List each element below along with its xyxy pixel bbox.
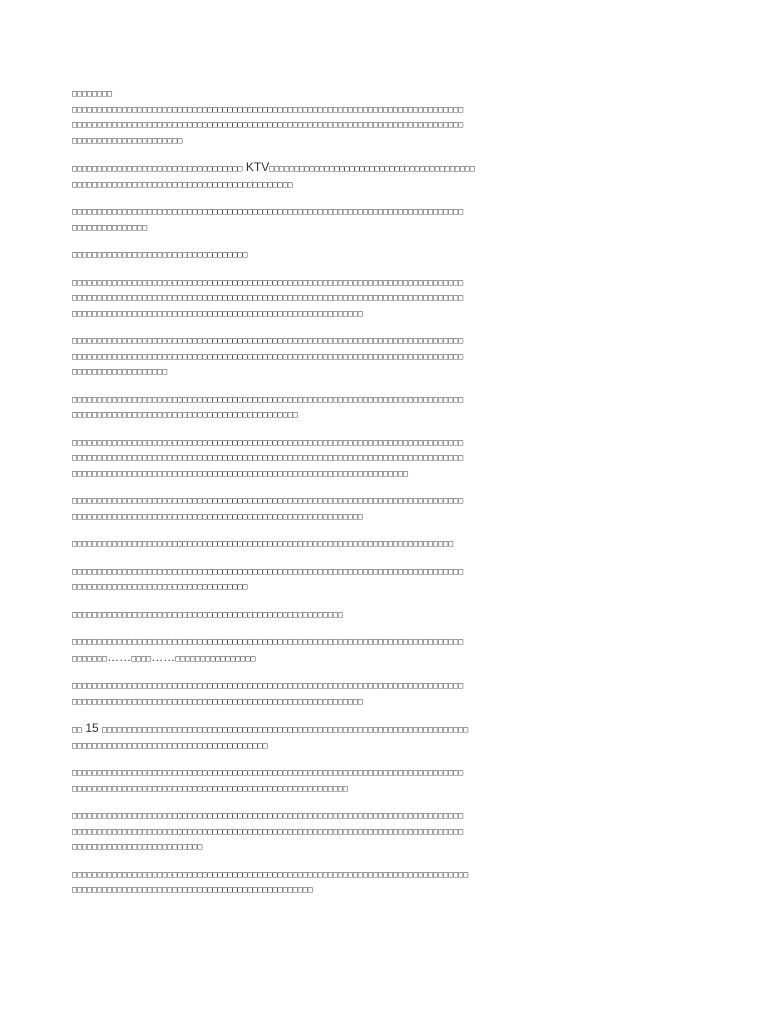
text-line	[72, 536, 706, 552]
missing-glyph-run: □□□□□□□□□□□□□□□□□□□□□□□□□□□□□□□□□□□□□□□□□□□□	[72, 179, 293, 189]
text-line	[72, 634, 706, 650]
missing-glyph-run: □□□□□□□□□□□□□□□□	[175, 653, 256, 663]
text-line	[72, 392, 706, 408]
missing-glyph-run: □□□□□□□□□□□□□□□□□□□□□□□□□□□□□□□□□□□□□□□□□	[269, 164, 475, 173]
missing-glyph-run: □□□□□□□□□□□□□□□	[72, 222, 148, 232]
paragraph	[72, 607, 706, 623]
paragraph	[72, 493, 706, 524]
text-line	[72, 839, 706, 855]
missing-glyph-run: □□□□□□□□□□□□□□□□□□□□□□□□□□□□□□□□□□□□□□□□□□□□□□□□□□□□□□□□□□□□□□□□□□□□□□□□□□□□□□	[72, 207, 464, 216]
missing-glyph-run: □□□□□□□□□□□□□□□□□□□	[72, 367, 168, 376]
text-line	[72, 290, 706, 306]
paragraph	[72, 247, 706, 263]
text-line	[72, 867, 706, 883]
text-line	[72, 564, 706, 580]
text-line	[72, 364, 706, 380]
paragraph	[72, 867, 706, 898]
text-line	[72, 247, 706, 263]
text-line	[72, 177, 706, 193]
missing-glyph-run: □□□□□□□□□□□□□□□□□□□□□□□□□□□□□□□□□□□□□□□□□□□□□□□□□□□□□□□□□□□□□□□□□□□□□□□□□□□□□□	[72, 437, 464, 447]
text-line	[72, 721, 706, 738]
paragraph	[72, 536, 706, 552]
missing-glyph-run: □□□□□□□□□□□□□□□□□□□□□□□□□□□□□□□□□□□□□□□□□□□□□□□□□□□□□□	[72, 609, 343, 619]
text-line	[72, 204, 706, 220]
inline-text: 15	[82, 721, 103, 735]
missing-glyph-run: □□□□□□□	[72, 653, 108, 663]
text-line	[72, 650, 706, 667]
text-line	[72, 450, 706, 466]
text-line	[72, 466, 706, 482]
paragraph	[72, 634, 706, 666]
paragraph	[72, 333, 706, 380]
missing-glyph-run: □□□□□□□□□□□□□□□□□□□□□□	[72, 135, 183, 145]
paragraph	[72, 564, 706, 595]
text-line	[72, 808, 706, 824]
text-line	[72, 607, 706, 623]
missing-glyph-run: □□□□□□□□□□□□□□□□□□□□□□□□□□□□□□□□□□□□□□□□□□□□□□□□□□□□□□□□□□□□□□□□□□□□□□□□□□□□□□	[72, 277, 464, 287]
missing-glyph-run: □□□□□□□□□□□□□□□□□□□□□□□□□□□□□□□□□□□□□□□□□□□□□□□□□□□□□□□□□□□□□□□□□□□	[72, 468, 409, 478]
missing-glyph-run: □□□□□□□□□□□□□□□□□□□□□□□□□□□□□□□□□□□□□□□□□□□□□□□□□□□□□□□□□□□□□□□□□□□□□□□□□□□□□□	[72, 768, 464, 777]
missing-glyph-run: □□□□□□□□□□□□□□□□□□□□□□□□□□□□□□□□□□□□□□□□□□□□□□□□□□□□□□□□□□	[72, 511, 363, 521]
missing-glyph-run: □□□□□□□□	[72, 89, 113, 98]
paragraph	[72, 721, 706, 753]
text-line	[72, 117, 706, 133]
paragraph	[72, 765, 706, 796]
text-line	[72, 102, 706, 118]
missing-glyph-run: □□□□□□□□□□□□□□□□□□□□□□□□□□□□□□□□□□□□□□□□□□□□□□□□□□□□□□□□□□□□□□□□□□□□□□□□□□□□□□	[72, 394, 464, 404]
text-line	[72, 493, 706, 509]
text-line	[72, 781, 706, 797]
missing-glyph-run: □□□□□□□□□□□□□□□□□□□□□□□□□□□□□□□□□□□□□□□□□□□□□□□□□□□□□□□□□□□□□□□□□□□□□□□□□□□□	[72, 539, 454, 548]
missing-glyph-run: □□□□□□□□□□□□□□□□□□□□□□□□□□□□□□□□□□□□□□□□□□□□□□□□□□□□□□□□□□□□□□□□□□□□□□□□□□□□□□	[72, 681, 464, 690]
missing-glyph-run: □□□□□□□□□□□□□□□□□□□□□□□□□□□□□□□□□□□□□□□□□□□□□	[72, 410, 298, 419]
missing-glyph-run: □□□□□□□□□□□□□□□□□□□□□□□□□□□□□□□□□□□□□□□□□□□□□□□□□□□□□□□□□□□□□□□□□□□□□□□□□□□□□□	[72, 826, 464, 836]
text-line	[72, 678, 706, 694]
text-line	[72, 349, 706, 365]
missing-glyph-run: □□□□□□□□□□□□□□□□□□□□□□□□□□□□□□□□□□□□□□□□□□□□□□□□□□□□□□□□□□□□□□□□□□□□□□□□□□□□□□	[72, 496, 464, 505]
missing-glyph-run: □□□□□□□□□□□□□□□□□□□□□□□□□□□□□□□□□□□□□□□□□□□□□□□□□□□□□□□□□□□□□□□□□□□□□□□□□□□□□□	[72, 566, 464, 576]
paragraph	[72, 160, 706, 192]
missing-glyph-run: □□□□□□□□□□□□□□□□□□□□□□□□□□□□□□□□□□□□□□□□□□□□□□□□□□□□□□□□□□	[72, 308, 363, 318]
missing-glyph-run: □□□□□□□□□□□□□□□□□□□□□□□□□□□□□□□□□□□□□□□□□□□□□□□□□□□□□□□□□□□□□□□□□□□□□□□□□□□□□□	[72, 293, 464, 302]
paragraph	[72, 86, 706, 148]
paragraph	[72, 808, 706, 855]
missing-glyph-run: □□□□□□□□□□□□□□□□□□□□□□□□□□□□□□□□□□□□□□□□□□□□□□□□	[72, 885, 313, 894]
missing-glyph-run: □□□□□□□□□□□□□□□□□□□□□□□□□□□□□□□□□□	[72, 164, 243, 173]
document-page	[72, 86, 706, 910]
paragraph	[72, 275, 706, 322]
paragraph	[72, 392, 706, 423]
paragraph	[72, 204, 706, 235]
missing-glyph-run: □□□□□□□□□□□□□□□□□□□□□□□□□□□□□□□□□□□□□□□□□□□□□□□□□□□□□□□□□□□□□□□□□□□□□□□□□□□□□□	[72, 453, 464, 462]
text-line	[72, 220, 706, 236]
text-line	[72, 765, 706, 781]
inline-text: KTV	[242, 160, 270, 174]
text-line	[72, 435, 706, 451]
missing-glyph-run: □□□□□□□□□□□□□□□□□□□□□□□□□□□□□□□□□□□□□□□□□□□□□□□□□□□□□□□□□□□□□□□□□□□□□□□□□□□□□□	[72, 120, 464, 129]
text-line	[72, 306, 706, 322]
missing-glyph-run: □□	[72, 725, 83, 734]
missing-glyph-run: □□□□□□□□□□□□□□□□□□□□□□□□□□□□□□□□□□□□□□□□□□□□□□□□□□□□□□□□□□□□□□□□□□□□□□□□□□□□□□	[72, 351, 464, 361]
missing-glyph-run: □□□□□□□□□□□□□□□□□□□□□□□□□□□□□□□□□□□□□□□□□□□□□□□□□□□□□□□□□□□□□□□□□□□□□□□□□□□□□□	[72, 637, 464, 646]
missing-glyph-run: □□□□□□□□□□□□□□□□□□□□□□□□□□□□□□□□□□□□□□□	[72, 740, 268, 750]
missing-glyph-run: □□□□□□□□□□□□□□□□□□□□□□□□□□□□□□□□□□□□□□□□□□□□□□□□□□□□□□□	[72, 783, 348, 793]
missing-glyph-run: □□□□□□□□□□□□□□□□□□□□□□□□□□□□□□□□□□□□□□□□□□□□□□□□□□□□□□□□□□□□□□□□□□□□□□□□□□□□□□	[72, 811, 464, 820]
text-line	[72, 824, 706, 840]
text-line	[72, 738, 706, 754]
text-line	[72, 275, 706, 291]
missing-glyph-run: □□□□□□□□□□□□□□□□□□□□□□□□□□□□□□□□□□□	[72, 250, 248, 259]
text-line	[72, 160, 706, 177]
missing-glyph-run: □□□□□□□□□□□□□□□□□□□□□□□□□□	[72, 842, 203, 851]
paragraph	[72, 678, 706, 709]
text-line	[72, 509, 706, 525]
missing-glyph-run: □□□□□□□□□□□□□□□□□□□□□□□□□□□□□□□□□□□□□□□□□□□□□□□□□□□□□□□□□□□□□□□□□□□□□□□□□	[102, 725, 469, 734]
missing-glyph-run: □□□□□□□□□□□□□□□□□□□□□□□□□□□□□□□□□□□□□□□□□□□□□□□□□□□□□□□□□□	[72, 696, 363, 706]
missing-glyph-run: □□□□□□□□□□□□□□□□□□□□□□□□□□□□□□□□□□□	[72, 582, 248, 591]
text-line	[72, 86, 706, 102]
inline-text: ……	[107, 649, 132, 664]
text-line	[72, 694, 706, 710]
text-line	[72, 882, 706, 898]
missing-glyph-run: □□□□□□□□□□□□□□□□□□□□□□□□□□□□□□□□□□□□□□□□□□□□□□□□□□□□□□□□□□□□□□□□□□□□□□□□□□□□□□□	[72, 869, 469, 879]
inline-text: ……	[151, 649, 176, 664]
text-line	[72, 579, 706, 595]
missing-glyph-run: □□□□□□□□□□□□□□□□□□□□□□□□□□□□□□□□□□□□□□□□□□□□□□□□□□□□□□□□□□□□□□□□□□□□□□□□□□□□□□	[72, 104, 464, 114]
missing-glyph-run: □□□□□□□□□□□□□□□□□□□□□□□□□□□□□□□□□□□□□□□□□□□□□□□□□□□□□□□□□□□□□□□□□□□□□□□□□□□□□□	[72, 336, 464, 345]
text-line	[72, 333, 706, 349]
missing-glyph-run: □□□□	[131, 653, 152, 663]
paragraph	[72, 435, 706, 482]
text-line	[72, 133, 706, 149]
text-line	[72, 407, 706, 423]
